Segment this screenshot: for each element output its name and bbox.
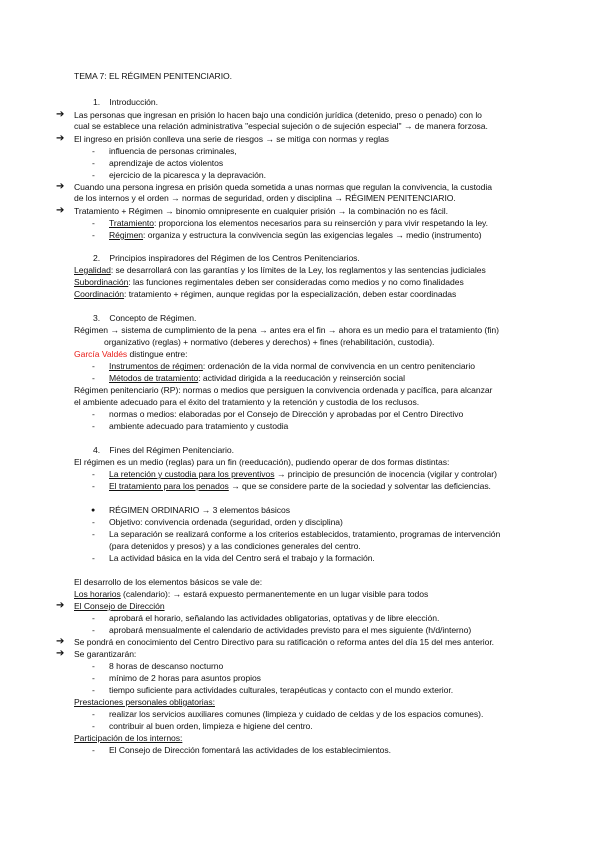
dash-bullet: - bbox=[92, 361, 95, 371]
prestaciones-label: Prestaciones personales obligatorias: bbox=[74, 697, 215, 707]
rp-item: ambiente adecuado para tratamiento y custodia bbox=[109, 421, 289, 431]
ordinario-item-line-2: (para detenidos y presos) y a las condiciones generales del centro. bbox=[109, 541, 361, 551]
garantia-item: tiempo suficiente para actividades culturales, terapéuticas y contacto con el mundo exterior. bbox=[109, 685, 454, 695]
subordinacion-line bbox=[74, 277, 464, 288]
dash-bullet: - bbox=[92, 409, 95, 419]
arrow-bullet-icon: ➔ bbox=[56, 181, 65, 192]
metodos-label: Métodos de tratamiento bbox=[109, 373, 199, 383]
arrow-bullet-icon: ➔ bbox=[56, 133, 65, 144]
ordinario-item: Objetivo: convivencia ordenada (seguridad, orden y disciplina) bbox=[109, 517, 343, 527]
dash-bullet: - bbox=[92, 721, 95, 731]
garantia-item: mínimo de 2 horas para asuntos propios bbox=[109, 673, 261, 683]
coordinacion-line bbox=[74, 289, 456, 300]
dash-bullet: - bbox=[92, 373, 95, 383]
garantizaran-line: Se garantizarán: bbox=[74, 649, 137, 659]
dash-bullet: - bbox=[92, 709, 95, 719]
legalidad-label: Legalidad bbox=[74, 265, 111, 275]
dash-bullet: - bbox=[92, 529, 95, 539]
dash-bullet: - bbox=[92, 218, 95, 228]
dash-bullet: - bbox=[92, 517, 95, 527]
garcia-valdes-line bbox=[74, 349, 187, 360]
instrumentos-text: : ordenación de la vida normal de convivencia en un centro penitenciario bbox=[202, 361, 475, 371]
instrumentos-label: Instrumentos de régimen bbox=[109, 361, 203, 371]
arrow-bullet-icon: ➔ bbox=[56, 205, 65, 216]
retencion-label: La retención y custodia para los preventivos bbox=[109, 469, 275, 479]
retencion-text: → principio de presunción de inocencia (vigilar y controlar) bbox=[274, 469, 497, 479]
binomio-paragraph: Tratamiento + Régimen → binomio omnipresente en cualquier prisión → la combinación no es fácil. bbox=[74, 206, 448, 216]
ordinario-item: La actividad básica en la vida del Centro será el trabajo y la formación. bbox=[109, 553, 375, 563]
garantia-item: 8 horas de descanso nocturno bbox=[109, 661, 224, 671]
arrow-bullet-icon: ➔ bbox=[56, 600, 65, 611]
participacion-item: El Consejo de Dirección fomentará las actividades de los establecimientos. bbox=[109, 745, 391, 755]
arrow-bullet-icon: ➔ bbox=[56, 109, 65, 120]
dash-bullet: - bbox=[92, 230, 95, 240]
consejo-direccion-line bbox=[74, 601, 165, 612]
dash-bullet: - bbox=[92, 146, 95, 156]
tratamiento-penados-label: El tratamiento para los penados bbox=[109, 481, 229, 491]
intro-paragraph-line-1: Las personas que ingresan en prisión lo hacen bajo una condición jurídica (detenido, preso o penado) con lo bbox=[74, 110, 482, 120]
tratamiento-penados-text: → que se considere parte de la sociedad y solventar las deficiencias. bbox=[228, 481, 491, 491]
rp-line-1: Régimen penitenciario (RP): normas o medios que persiguen la convivencia ordenada y pacífica, para alcanzar bbox=[74, 385, 493, 395]
tratamiento-text: : proporciona los elementos necesarios para su reinserción y para vivir respetando la ley. bbox=[153, 218, 488, 228]
retencion-item bbox=[109, 469, 497, 480]
rp-item: normas o medios: elaboradas por el Consejo de Dirección y aprobadas por el Centro Directivo bbox=[109, 409, 464, 419]
dash-bullet: - bbox=[92, 158, 95, 168]
metodos-text: : actividad dirigida a la reeducación y reinserción social bbox=[198, 373, 405, 383]
norms-paragraph-line-1: Cuando una persona ingresa en prisión queda sometida a unas normas que regulan la convivencia, la custodia bbox=[74, 182, 492, 192]
document-title: TEMA 7: EL RÉGIMEN PENITENCIARIO. bbox=[74, 71, 233, 81]
consejo-item: aprobará el horario, señalando las actividades obligatorias, optativas y de libre elección. bbox=[109, 613, 440, 623]
prestaciones-heading bbox=[74, 697, 215, 708]
consejo-direccion-label: El Consejo de Dirección bbox=[74, 601, 165, 611]
regimen-item bbox=[109, 230, 482, 241]
norms-paragraph-line-2: de los internos y el orden → normas de seguridad, orden y disciplina → RÉGIMEN PENITENCIARIO. bbox=[74, 193, 456, 203]
participacion-heading bbox=[74, 733, 182, 744]
risks-paragraph: El ingreso en prisión conlleva una serie de riesgos → se mitiga con normas y reglas bbox=[74, 134, 389, 144]
dash-bullet: - bbox=[92, 673, 95, 683]
legalidad-text: : se desarrollará con las garantías y los límites de la Ley, los reglamentos y las sentencias judiciales bbox=[110, 265, 486, 275]
regimen-label: Régimen bbox=[109, 230, 144, 240]
arrow-bullet-icon: ➔ bbox=[56, 648, 65, 659]
concept-line-1: Régimen → sistema de cumplimiento de la pena → antes era el fin → ahora es un medio para el tratamiento (fin) bbox=[74, 325, 499, 335]
ratificacion-line: Se pondrá en conocimiento del Centro Directivo para su ratificación o reforma antes del día 15 del mes anterior. bbox=[74, 637, 495, 647]
prestacion-item: realizar los servicios auxiliares comunes (limpieza y cuidado de celdas y de los espacios comunes). bbox=[109, 709, 484, 719]
legalidad-line bbox=[74, 265, 486, 276]
circle-bullet-icon: ● bbox=[91, 507, 96, 514]
arrow-bullet-icon: ➔ bbox=[56, 636, 65, 647]
section-1-heading: 1. Introducción. bbox=[93, 97, 158, 107]
dash-bullet: - bbox=[92, 421, 95, 431]
author-name: García Valdés bbox=[74, 349, 128, 359]
risk-item: ejercicio de la picaresca y la depravación. bbox=[109, 170, 266, 180]
rp-line-2: el ambiente adecuado para el éxito del tratamiento y la retención y custodia de los reclusos. bbox=[74, 397, 420, 407]
prestacion-item: contribuir al buen orden, limpieza e higiene del centro. bbox=[109, 721, 313, 731]
dash-bullet: - bbox=[92, 613, 95, 623]
dash-bullet: - bbox=[92, 685, 95, 695]
dash-bullet: - bbox=[92, 625, 95, 635]
coordinacion-text: : tratamiento + régimen, aunque regidas por la especialización, deben estar coordinadas bbox=[124, 289, 457, 299]
section-3-heading: 3. Concepto de Régimen. bbox=[93, 313, 197, 323]
horarios-label: Los horarios bbox=[74, 589, 121, 599]
participacion-label: Participación de los internos: bbox=[74, 733, 183, 743]
fines-intro: El régimen es un medio (reglas) para un fin (reeducación), pudiendo operar de dos formas distintas: bbox=[74, 457, 450, 467]
dash-bullet: - bbox=[92, 170, 95, 180]
instrumentos-item bbox=[109, 361, 475, 372]
subordinacion-text: : las funciones regimentales deben ser consideradas como medios y no como finalidades bbox=[128, 277, 464, 287]
regimen-ordinario-title: RÉGIMEN ORDINARIO → 3 elementos básicos bbox=[109, 505, 290, 515]
section-2-heading: 2. Principios inspiradores del Régimen de los Centros Penitenciarios. bbox=[93, 253, 360, 263]
horarios-line bbox=[74, 589, 428, 600]
section-4-heading: 4. Fines del Régimen Penitenciario. bbox=[93, 445, 234, 455]
dash-bullet: - bbox=[92, 745, 95, 755]
risk-item: aprendizaje de actos violentos bbox=[109, 158, 224, 168]
coordinacion-label: Coordinación bbox=[74, 289, 125, 299]
regimen-text: : organiza y estructura la convivencia según las exigencias legales → medio (instrumento) bbox=[143, 230, 482, 240]
risk-item: influencia de personas criminales, bbox=[109, 146, 237, 156]
dash-bullet: - bbox=[92, 481, 95, 491]
consejo-item: aprobará mensualmente el calendario de actividades previsto para el mes siguiente (h/d/interno) bbox=[109, 625, 472, 635]
concept-line-2: organizativo (reglas) + normativo (deberes y derechos) + fines (rehabilitación, custodia). bbox=[104, 337, 435, 347]
dash-bullet: - bbox=[92, 553, 95, 563]
desarrollo-line: El desarrollo de los elementos básicos se vale de: bbox=[74, 577, 263, 587]
dash-bullet: - bbox=[92, 469, 95, 479]
metodos-item bbox=[109, 373, 405, 384]
subordinacion-label: Subordinación bbox=[74, 277, 129, 287]
ordinario-item-line-1: La separación se realizará conforme a los criterios establecidos, tratamiento, programas de intervención bbox=[109, 529, 501, 539]
tratamiento-penados-item bbox=[109, 481, 491, 492]
tratamiento-item bbox=[109, 218, 488, 229]
dash-bullet: - bbox=[92, 661, 95, 671]
intro-paragraph-line-2: cual se establece una relación administrativa "especial sujeción o de sujeción especial" → de manera forzosa. bbox=[74, 121, 488, 131]
horarios-text: (calendario): → estará expuesto permanentemente en un lugar visible para todos bbox=[120, 589, 429, 599]
tratamiento-label: Tratamiento bbox=[109, 218, 154, 228]
author-text: distingue entre: bbox=[127, 349, 188, 359]
